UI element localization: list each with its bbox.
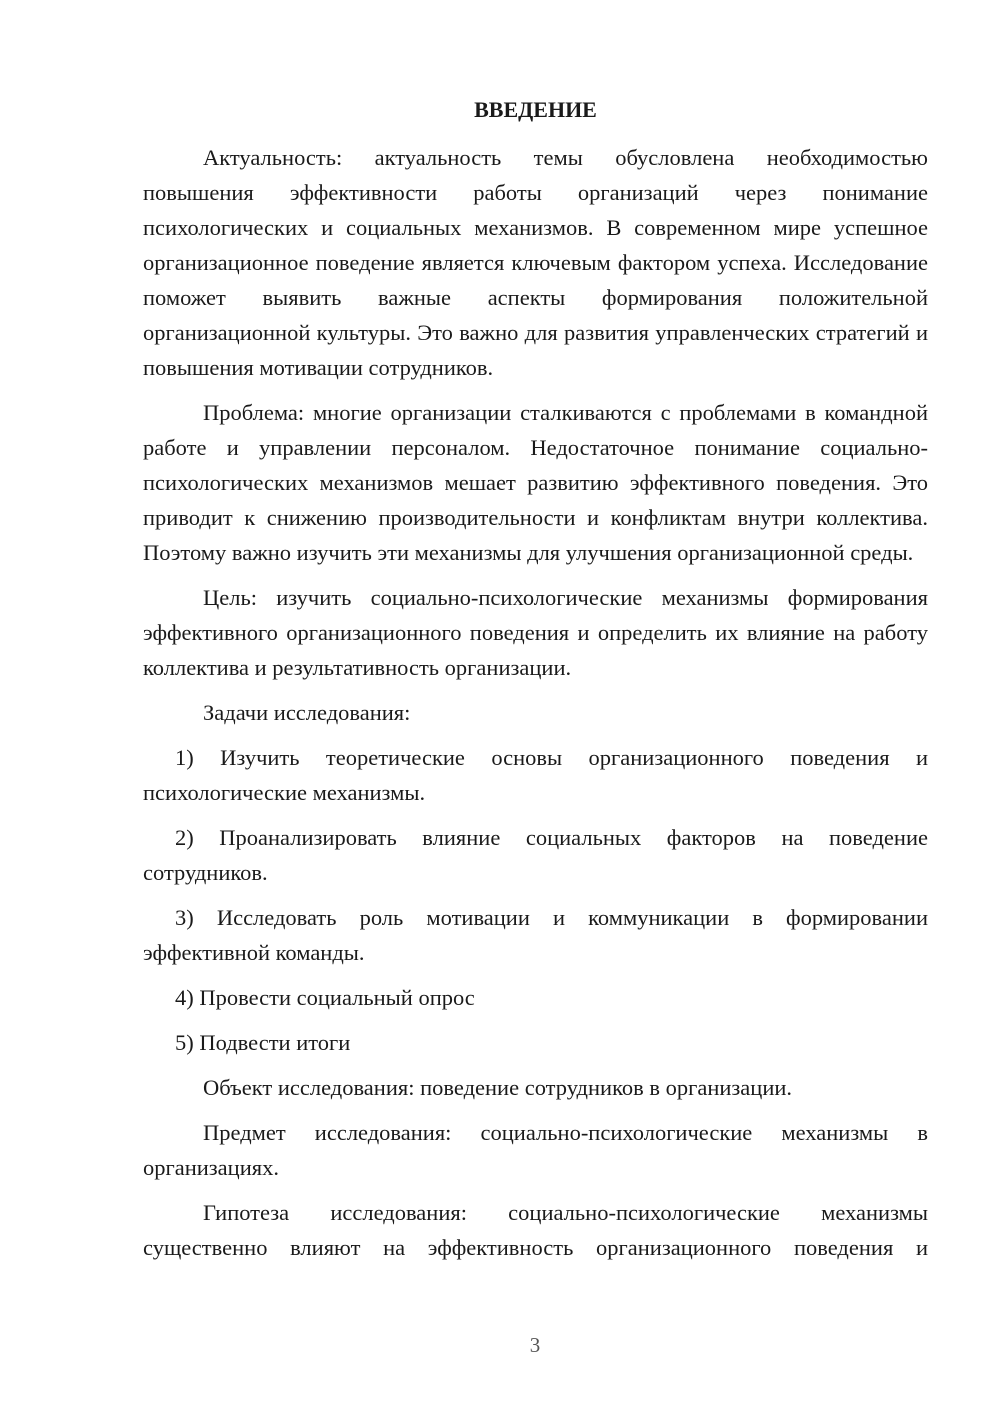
task-item-3: 3) Исследовать роль мотивации и коммуникации в формировании эффективной команды.	[143, 905, 928, 965]
paragraph-hypothesis: Гипотеза исследования: социально-психологические механизмы существенно влияют на эффективность организационного поведения и	[143, 1200, 928, 1260]
paragraph-object: Объект исследования: поведение сотрудников в организации.	[203, 1075, 793, 1100]
page-number: 3	[529, 1333, 541, 1357]
paragraph-subject: Предмет исследования: социально-психологические механизмы в организациях.	[143, 1120, 928, 1180]
paragraph-tasks-heading: Задачи исследования:	[203, 700, 411, 725]
paragraph-problem: Проблема: многие организации сталкиваются с проблемами в командной работе и управлении персоналом. Недостаточное понимание социально-психологических механизмов мешает развитию эффективного поведения. Это приводит к снижению производительности и конфликтам внутри коллектива. Поэтому важно изучить эти механизмы для улучшения организационной среды.	[143, 400, 928, 565]
page-title: ВВЕДЕНИЕ	[474, 97, 597, 122]
task-item-5: 5) Подвести итоги	[175, 1030, 351, 1055]
document-page	[143, 92, 928, 1275]
task-item-1: 1) Изучить теоретические основы организационного поведения и психологические механизмы.	[143, 745, 928, 805]
paragraph-goal: Цель: изучить социально-психологические механизмы формирования эффективного организационного поведения и определить их влияние на работу коллектива и результативность организации.	[143, 585, 928, 680]
paragraph-relevance: Актуальность: актуальность темы обусловлена необходимостью повышения эффективности работы организаций через понимание психологических и социальных механизмов. В современном мире успешное организационное поведение является ключевым фактором успеха. Исследование поможет выявить важные аспекты формирования положительной организационной культуры. Это важно для развития управленческих стратегий и повышения мотивации сотрудников.	[143, 145, 928, 380]
task-item-4: 4) Провести социальный опрос	[175, 985, 475, 1010]
task-item-2: 2) Проанализировать влияние социальных факторов на поведение сотрудников.	[143, 825, 928, 885]
